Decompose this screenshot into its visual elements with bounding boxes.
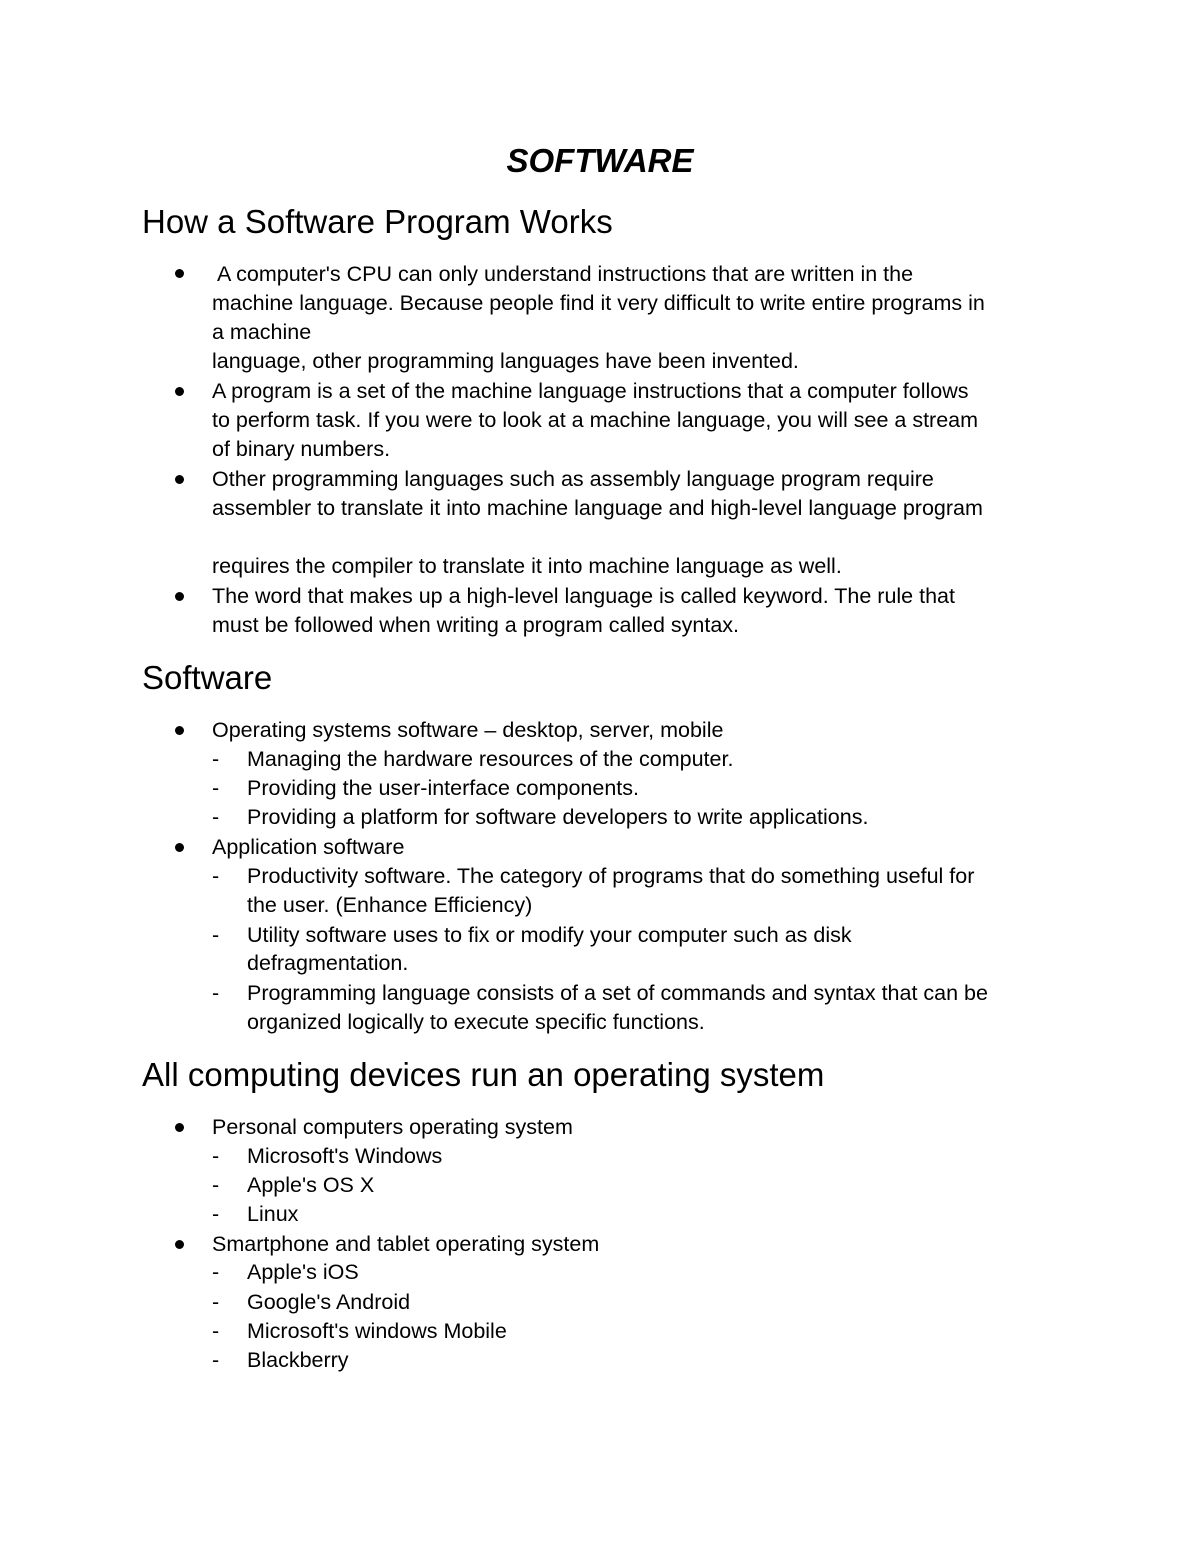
dash-marker: - (212, 776, 220, 800)
list-item: Operating systems software – desktop, server, mobile (212, 718, 724, 742)
dash-marker: - (212, 864, 220, 888)
sub-list-item: Apple's iOS (247, 1260, 359, 1284)
sub-list-item: Utility software uses to fix or modify your computer such as disk (247, 923, 852, 947)
bullet-icon (175, 843, 184, 852)
paragraph-line: assembler to translate it into machine language and high-level language program (212, 496, 983, 520)
paragraph-line: must be followed when writing a program called syntax. (212, 613, 740, 637)
paragraph-line: language, other programming languages have been invented. (212, 349, 799, 373)
paragraph-line: Other programming languages such as assembly language program require (212, 467, 934, 491)
bullet-icon (175, 387, 184, 396)
sub-list-item: Providing a platform for software developers to write applications. (247, 805, 869, 829)
dash-marker: - (212, 805, 220, 829)
section-heading-operating-systems: All computing devices run an operating system (142, 1056, 825, 1093)
list-item: Personal computers operating system (212, 1115, 573, 1139)
sub-list-item: Google's Android (247, 1290, 411, 1314)
dash-marker: - (212, 923, 220, 947)
sub-list-item: the user. (Enhance Efficiency) (247, 893, 533, 917)
dash-marker: - (212, 1173, 220, 1197)
section-heading-how-software-works: How a Software Program Works (142, 203, 613, 240)
paragraph-line: A program is a set of the machine language instructions that a computer follows (212, 379, 969, 403)
sub-list-item: Blackberry (247, 1348, 349, 1372)
bullet-icon (175, 592, 184, 601)
bullet-icon (175, 1123, 184, 1132)
sub-list-item: Providing the user-interface components. (247, 776, 639, 800)
bullet-icon (175, 1240, 184, 1249)
paragraph-line: of binary numbers. (212, 437, 391, 461)
dash-marker: - (212, 747, 220, 771)
sub-list-item: Managing the hardware resources of the computer. (247, 747, 734, 771)
dash-marker: - (212, 1290, 220, 1314)
bullet-icon (175, 269, 184, 278)
bullet-icon (175, 726, 184, 735)
paragraph-line: The word that makes up a high-level language is called keyword. The rule that (212, 584, 955, 608)
dash-marker: - (212, 1260, 220, 1284)
paragraph-line: requires the compiler to translate it into machine language as well. (212, 554, 842, 578)
sub-list-item: Linux (247, 1202, 299, 1226)
dash-marker: - (212, 981, 220, 1005)
sub-list-item: Productivity software. The category of programs that do something useful for (247, 864, 975, 888)
paragraph-line: to perform task. If you were to look at a machine language, you will see a stream (212, 408, 979, 432)
sub-list-item: Microsoft's Windows (247, 1144, 443, 1168)
list-item: Application software (212, 835, 405, 859)
sub-list-item: Programming language consists of a set of commands and syntax that can be (247, 981, 988, 1005)
bullet-icon (175, 475, 184, 484)
dash-marker: - (212, 1202, 220, 1226)
paragraph-line: a machine (212, 320, 312, 344)
list-item: Smartphone and tablet operating system (212, 1232, 600, 1256)
sub-list-item: organized logically to execute specific functions. (247, 1010, 705, 1034)
sub-list-item: defragmentation. (247, 951, 409, 975)
paragraph-line: machine language. Because people find it very difficult to write entire programs in (212, 291, 985, 315)
document-title: SOFTWARE (506, 142, 694, 179)
sub-list-item: Microsoft's windows Mobile (247, 1319, 507, 1343)
dash-marker: - (212, 1348, 220, 1372)
dash-marker: - (212, 1144, 220, 1168)
paragraph-line: A computer's CPU can only understand instructions that are written in the (217, 262, 914, 286)
section-heading-software: Software (142, 659, 273, 696)
sub-list-item: Apple's OS X (247, 1173, 375, 1197)
dash-marker: - (212, 1319, 220, 1343)
